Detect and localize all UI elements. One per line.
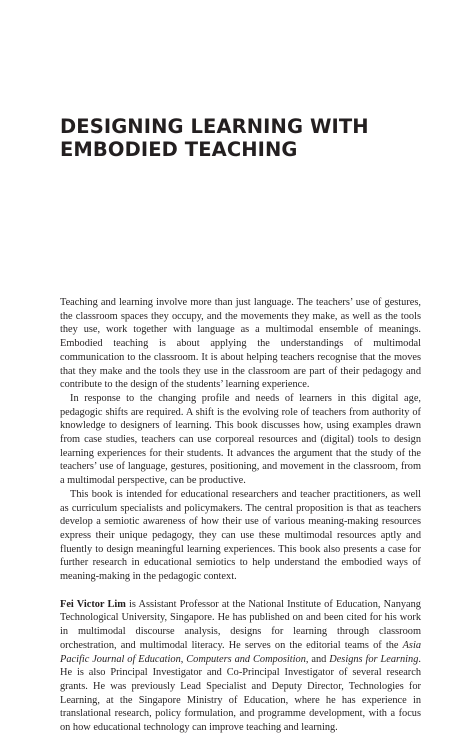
bio-text-3: , and <box>305 653 330 665</box>
bio-text-2: , <box>180 653 187 665</box>
journal-title-1: Asia Pacific Journal of Education <box>60 639 421 665</box>
book-description <box>60 296 421 735</box>
journal-title-3: Designs for Learning <box>329 653 419 665</box>
description-paragraph-2: In response to the changing profile and needs of learners in this digital age, pedagogic shifts are required. A shift is the evolving role of teachers from authority of knowledge to designers of learning. This book discusses how, using examples drawn from case studies, teachers can use corporeal resources and (digital) tools to design learning experiences for their students. It advances the argument that the study of the teachers’ use of language, gestures, positioning, and movement in the classroom, from a multimodal perspective, can be productive. <box>60 392 421 487</box>
bio-text-1: is Assistant Professor at the National Institute of Education, Nanyang Technological University, Singapore. He has published on and been cited for his work in multimodal discourse analysis, designs for learning through classroom orchestration, and multimodal literacy. He serves on the editorial teams of the <box>60 598 421 651</box>
bio-text-4: . He is also Principal Investigator and Co-Principal Investigator of several research grants. He was previously Lead Specialist and Deputy Director, Technologies for Learning, at the Singapore Ministry of Education, where he has experience in translational research, policy formulation, and programme development, with a focus on how educational technology can improve teaching and learning. <box>60 653 421 734</box>
book-title <box>60 115 420 161</box>
description-paragraph-1: Teaching and learning involve more than just language. The teachers’ use of gestures, the classroom spaces they occupy, and the movements they make, as well as the tools they use, work together with language as a multimodal ensemble of meanings. Embodied teaching is about applying the understandings of multimodal communication to the classroom. It is about helping teachers recognise that the moves that they make and the tools they use in the classroom are part of their pedagogy and contribute to the design of the students’ learning experience. <box>60 297 421 391</box>
book-title-line-1: DESIGNING LEARNING WITH <box>60 115 369 138</box>
description-paragraph-3: This book is intended for educational researchers and teacher practitioners, as well as curriculum specialists and policymakers. The central proposition is that as teachers develop a semiotic awareness of how their use of various meaning-making resources express their unique pedagogy, they can use these multimodal resources aptly and fluently to design meaningful learning experiences. This book also presents a case for further research in educational semiotics to help understand the embodied ways of meaning-making in the pedagogic context. <box>60 488 421 583</box>
book-title-line-2: EMBODIED TEACHING <box>60 138 298 161</box>
journal-title-2: Computers and Composition <box>186 653 306 665</box>
author-bio <box>60 598 421 735</box>
author-name: Fei Victor Lim <box>60 598 126 610</box>
